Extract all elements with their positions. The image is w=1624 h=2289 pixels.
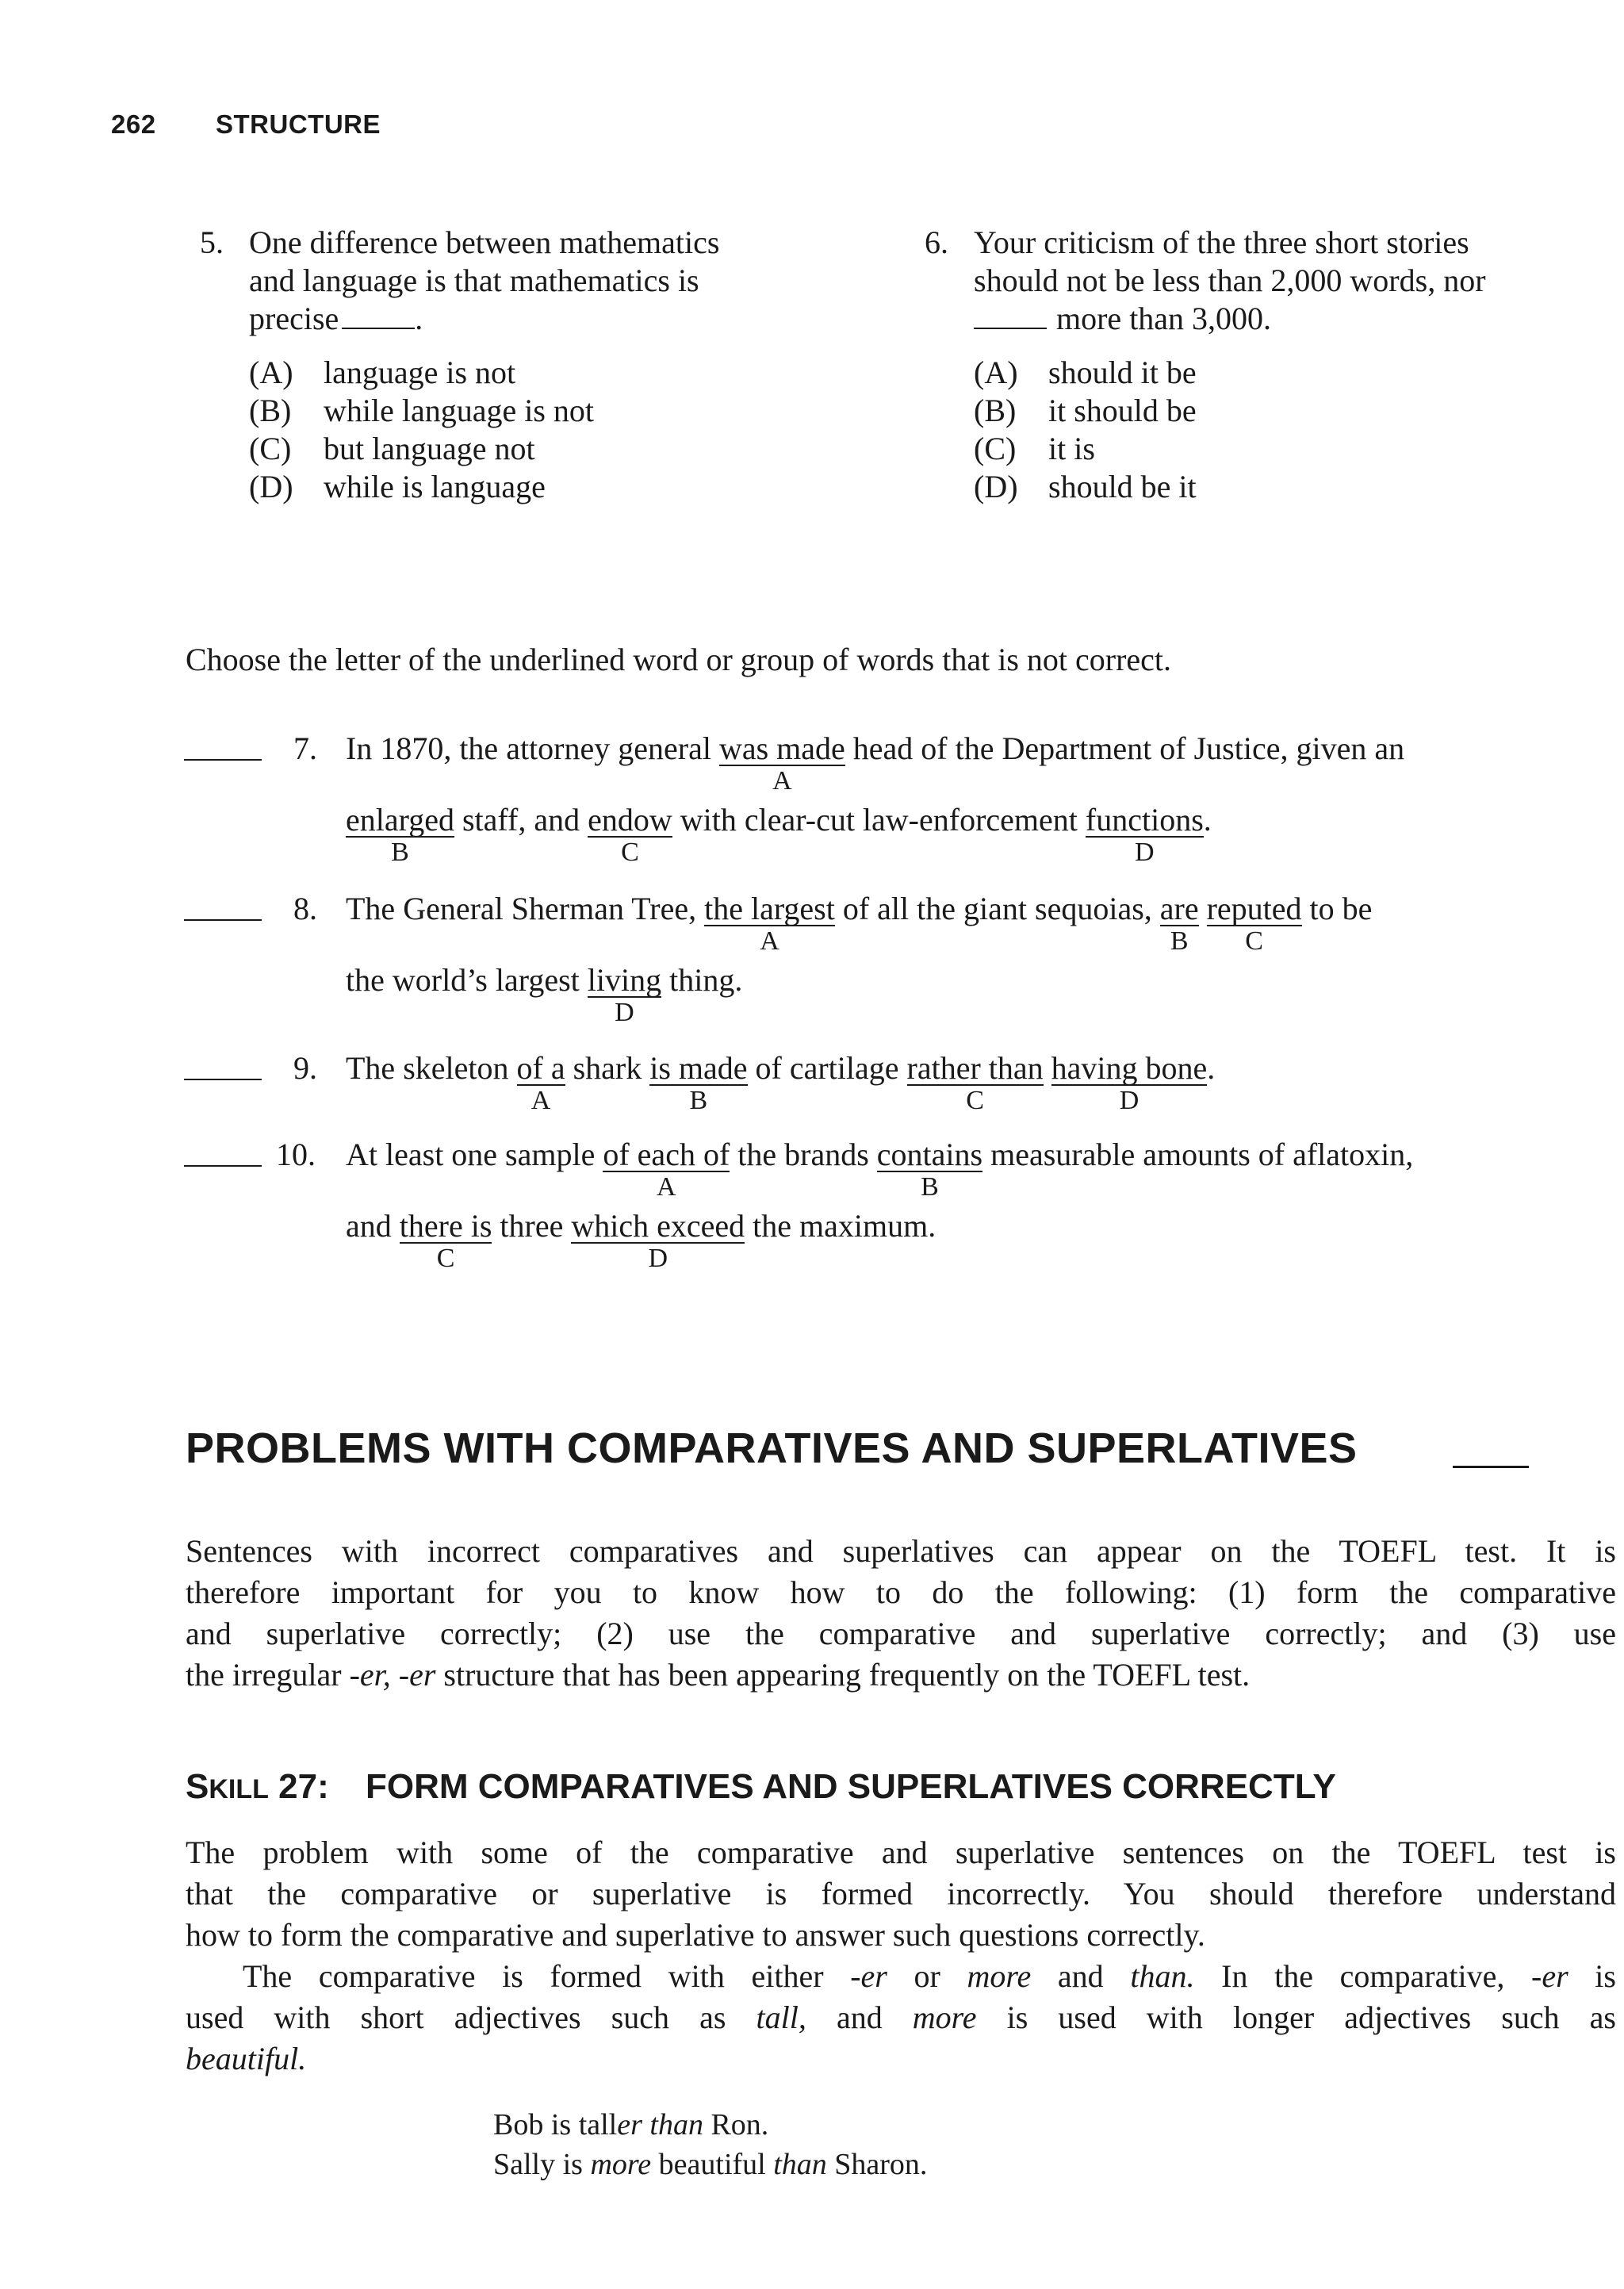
answer-line[interactable] <box>184 759 262 761</box>
question-stem-line: Your criticism of the three short stories <box>974 224 1469 260</box>
examples <box>493 2105 927 2184</box>
options-list <box>974 354 1486 506</box>
option-letter: A <box>772 766 792 796</box>
question-number: 7. <box>293 730 317 766</box>
question-number: 8. <box>293 891 317 926</box>
question-9-line-1: The skeleton of a A shark is made B of cartilage rather than C having bone D . <box>346 1050 1216 1115</box>
section-title: PROBLEMS WITH COMPARATIVES AND SUPERLATIVES <box>186 1424 1358 1472</box>
underlined-option-c[interactable]: endow C <box>588 802 672 867</box>
example-sentence: Sally is more beautiful than Sharon. <box>493 2148 928 2181</box>
question-7-line-1: In 1870, the attorney general was made A head of the Department of Justice, given an <box>346 730 1405 796</box>
question-stem-line: precise <box>249 301 339 336</box>
question-8-line-2: the world’s largest living D thing. <box>346 962 743 1027</box>
answer-blank <box>342 328 415 329</box>
underlined-option-c[interactable]: rather than C <box>906 1050 1044 1115</box>
option-letter: B <box>391 838 409 867</box>
option-letter: D <box>1119 1086 1139 1115</box>
question-7-line-2: enlarged B staff, and endow C with clear-cut law-enforcement functions D . <box>346 802 1212 867</box>
underlined-option-a[interactable]: was made A <box>718 730 845 796</box>
option-letter: A <box>657 1172 676 1202</box>
answer-blank <box>974 328 1047 329</box>
option-letter: A <box>760 926 779 956</box>
option-letter: C <box>621 838 639 867</box>
underlined-option-d[interactable]: which exceed D <box>571 1208 745 1273</box>
question-6 <box>925 224 1486 506</box>
option-letter: D <box>648 1244 668 1273</box>
option-c[interactable]: (C) it is <box>974 431 1095 466</box>
options-list <box>249 354 719 506</box>
question-stem-line: One difference between mathematics <box>249 224 720 260</box>
error-instruction: Choose the letter of the underlined word or group of words that is not correct. <box>186 642 1172 677</box>
page-number: 262 <box>111 109 156 139</box>
option-letter: A <box>530 1086 551 1115</box>
underlined-option-c[interactable]: reputed C <box>1206 891 1302 956</box>
question-stem-line: should not be less than 2,000 words, nor <box>974 263 1486 298</box>
option-letter: B <box>1170 926 1189 956</box>
question-8-line-1: The General Sherman Tree, the largest A of all the giant sequoias, are B reputed C to be <box>346 891 1373 956</box>
question-number: 6. <box>925 224 948 260</box>
underlined-option-b[interactable]: contains B <box>876 1137 983 1202</box>
option-d[interactable]: (D) should be it <box>974 469 1197 504</box>
question-stem-line: more than 3,000. <box>1056 301 1272 336</box>
question-number: 5. <box>200 224 224 260</box>
underlined-option-b[interactable]: are B <box>1159 891 1199 956</box>
question-10-line-2: and there is C three which exceed D the maximum. <box>346 1208 936 1273</box>
option-letter: D <box>615 998 634 1027</box>
underlined-option-a[interactable]: of each of A <box>603 1137 730 1202</box>
option-letter: C <box>436 1244 455 1273</box>
skill-body: The problem with some of the comparative and superlative sentences on the TOEFL test is that the comparative or superlative is formed incorrectly. You should therefore understand how to form the comparative and superlative to answer such questions correctly. The comparative is formed with either -er or more and than. In the comparative, -er is used with short adjectives such as tall, and more is used with longer adjectives such as beautiful. <box>186 1835 1616 2076</box>
option-a[interactable]: (A) language is not <box>249 355 516 390</box>
question-10-line-1: At least one sample of each of A the brands contains B measurable amounts of aflatoxin, <box>346 1137 1414 1202</box>
option-b[interactable]: (B) while language is not <box>249 393 595 428</box>
underlined-option-c[interactable]: there is C <box>399 1208 492 1273</box>
option-a[interactable]: (A) should it be <box>974 355 1197 390</box>
option-letter: C <box>1245 926 1263 956</box>
question-5: 5. One difference between mathematics and language is that mathematics is precise . (A) language is not (B) while language is not (C) but language not (D) while is language <box>200 224 720 504</box>
answer-line[interactable] <box>184 1079 262 1080</box>
option-letter: B <box>921 1172 939 1202</box>
option-letter: D <box>1135 838 1155 867</box>
option-c[interactable]: (C) but language not <box>249 431 535 466</box>
underlined-option-d[interactable]: having bone D <box>1051 1050 1208 1115</box>
example-sentence: Bob is taller than Ron. <box>493 2108 769 2141</box>
running-header-section: STRUCTURE <box>216 109 381 139</box>
answer-line[interactable] <box>184 1165 262 1167</box>
question-number: 9. <box>293 1050 317 1086</box>
option-letter: B <box>689 1086 708 1115</box>
option-b[interactable]: (B) it should be <box>974 393 1197 428</box>
underlined-option-d[interactable]: living D <box>587 962 662 1027</box>
question-number: 10. <box>276 1137 316 1172</box>
section-intro: Sentences with incorrect comparatives and superlatives can appear on the TOEFL test. It is therefore important for you to know how to do the following: (1) form the comparative and superlative correctly; (2) use the comparative and superlative correctly; and (3) use the irregular -er, -er structure that has been appearing frequently on the TOEFL test. <box>186 1533 1616 1693</box>
section-title-rule <box>1453 1466 1529 1468</box>
underlined-option-d[interactable]: functions D <box>1085 802 1204 867</box>
underlined-option-a[interactable]: the largest A <box>704 891 835 956</box>
answer-line[interactable] <box>184 919 262 921</box>
underlined-option-b[interactable]: enlarged B <box>346 802 454 867</box>
option-d[interactable]: (D) while is language <box>249 469 546 504</box>
underlined-option-a[interactable]: of a A <box>516 1050 565 1115</box>
option-letter: C <box>966 1086 984 1115</box>
underlined-option-b[interactable]: is made B <box>649 1050 748 1115</box>
skill-heading: SKILL 27: FORM COMPARATIVES AND SUPERLATIVES CORRECTLY <box>186 1767 1336 1806</box>
question-stem-line: and language is that mathematics is <box>249 263 699 298</box>
